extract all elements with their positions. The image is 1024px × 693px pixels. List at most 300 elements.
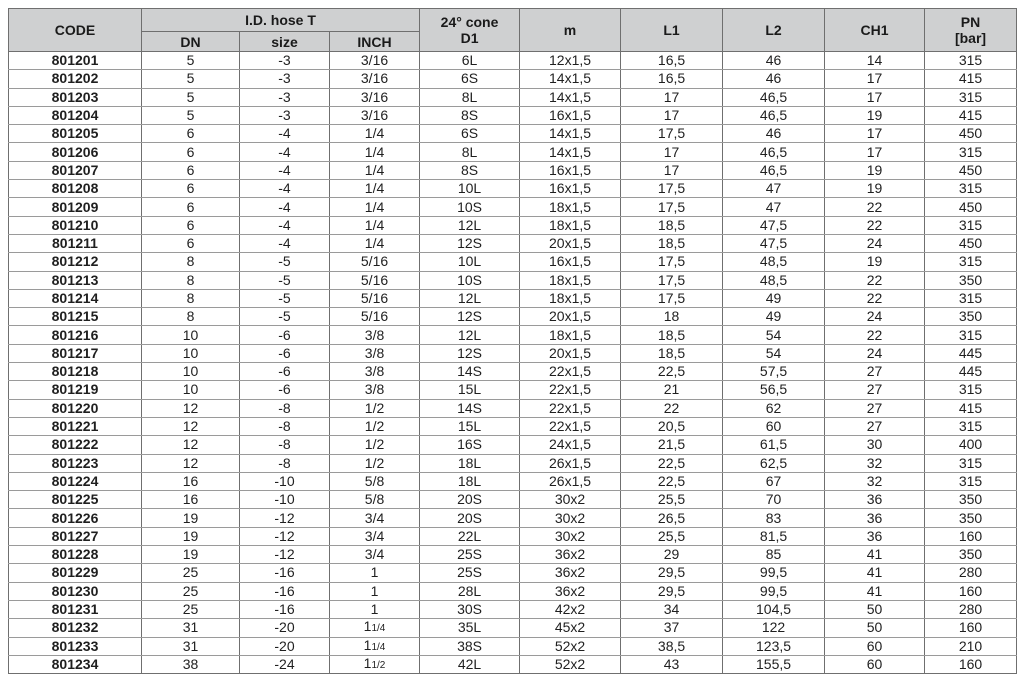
cell-d1: 10S	[420, 271, 520, 289]
cell-inch: 1/4	[330, 234, 420, 252]
cell-dn: 10	[142, 326, 240, 344]
cell-dn: 10	[142, 344, 240, 362]
cell-dn: 6	[142, 180, 240, 198]
cell-size: -8	[240, 454, 330, 472]
cell-inch: 1	[330, 564, 420, 582]
cell-m: 26x1,5	[520, 454, 621, 472]
cell-pn: 315	[925, 253, 1017, 271]
cell-code: 801213	[9, 271, 142, 289]
cell-inch: 3/8	[330, 363, 420, 381]
cell-dn: 12	[142, 454, 240, 472]
cell-m: 52x2	[520, 637, 621, 655]
table-row	[9, 326, 1017, 344]
cell-l1: 22,5	[621, 363, 723, 381]
cell-l1: 29,5	[621, 564, 723, 582]
cell-pn: 450	[925, 161, 1017, 179]
cell-m: 18x1,5	[520, 198, 621, 216]
cell-code: 801234	[9, 655, 142, 673]
cell-l2: 46,5	[723, 161, 825, 179]
table-row	[9, 491, 1017, 509]
cell-ch1: 32	[825, 472, 925, 490]
cell-pn: 450	[925, 198, 1017, 216]
cell-l2: 49	[723, 308, 825, 326]
table-row	[9, 637, 1017, 655]
cell-inch: 3/4	[330, 509, 420, 527]
cell-l2: 54	[723, 344, 825, 362]
cell-d1: 12S	[420, 344, 520, 362]
cell-dn: 6	[142, 161, 240, 179]
cell-ch1: 17	[825, 70, 925, 88]
cell-pn: 315	[925, 381, 1017, 399]
cell-dn: 16	[142, 491, 240, 509]
table-row	[9, 454, 1017, 472]
cell-m: 20x1,5	[520, 344, 621, 362]
cell-m: 12x1,5	[520, 52, 621, 70]
cell-size: -24	[240, 655, 330, 673]
cell-m: 14x1,5	[520, 70, 621, 88]
table-header	[9, 9, 1017, 52]
cell-l2: 54	[723, 326, 825, 344]
cell-d1: 18L	[420, 454, 520, 472]
cell-ch1: 30	[825, 436, 925, 454]
table-row	[9, 363, 1017, 381]
cell-d1: 10S	[420, 198, 520, 216]
cell-l2: 47	[723, 198, 825, 216]
cell-d1: 22L	[420, 527, 520, 545]
cell-size: -20	[240, 637, 330, 655]
cell-m: 16x1,5	[520, 180, 621, 198]
cell-dn: 6	[142, 216, 240, 234]
cell-code: 801216	[9, 326, 142, 344]
cell-inch: 1	[330, 600, 420, 618]
cell-ch1: 27	[825, 399, 925, 417]
cell-ch1: 36	[825, 509, 925, 527]
cell-size: -20	[240, 619, 330, 637]
cell-ch1: 60	[825, 637, 925, 655]
cell-inch	[330, 655, 420, 673]
cell-inch: 1/4	[330, 216, 420, 234]
cell-pn: 160	[925, 527, 1017, 545]
cell-ch1: 27	[825, 381, 925, 399]
cell-inch: 3/16	[330, 70, 420, 88]
inch-whole: 1	[363, 654, 372, 671]
cell-ch1: 17	[825, 125, 925, 143]
cell-l2: 46,5	[723, 106, 825, 124]
cell-m: 22x1,5	[520, 417, 621, 435]
cell-d1: 38S	[420, 637, 520, 655]
cell-l1: 34	[621, 600, 723, 618]
header-pn-line1: PN	[960, 14, 981, 30]
inch-fraction: 1/2	[371, 659, 386, 671]
cell-l1: 26,5	[621, 509, 723, 527]
cell-l2: 56,5	[723, 381, 825, 399]
cell-dn: 8	[142, 271, 240, 289]
cell-size: -3	[240, 52, 330, 70]
header-l1: L1	[621, 9, 723, 52]
cell-dn: 31	[142, 637, 240, 655]
cell-d1: 12S	[420, 234, 520, 252]
cell-inch	[330, 637, 420, 655]
cell-d1: 25S	[420, 546, 520, 564]
cell-ch1: 50	[825, 600, 925, 618]
cell-l1: 17,5	[621, 271, 723, 289]
cell-size: -6	[240, 326, 330, 344]
cell-m: 22x1,5	[520, 399, 621, 417]
header-dn: DN	[142, 32, 240, 52]
cell-code: 801207	[9, 161, 142, 179]
cell-inch: 5/16	[330, 253, 420, 271]
cell-inch: 1/2	[330, 454, 420, 472]
cell-pn: 280	[925, 600, 1017, 618]
cell-pn: 415	[925, 70, 1017, 88]
cell-d1: 8L	[420, 143, 520, 161]
cell-code: 801210	[9, 216, 142, 234]
cell-inch: 1/4	[330, 198, 420, 216]
cell-m: 36x2	[520, 564, 621, 582]
cell-inch: 1/2	[330, 417, 420, 435]
cell-inch: 1/4	[330, 161, 420, 179]
table-row	[9, 271, 1017, 289]
cell-l2: 85	[723, 546, 825, 564]
cell-code: 801205	[9, 125, 142, 143]
cell-l1: 17	[621, 161, 723, 179]
cell-l1: 22	[621, 399, 723, 417]
cell-pn: 210	[925, 637, 1017, 655]
cell-d1: 35L	[420, 619, 520, 637]
cell-inch: 1/2	[330, 436, 420, 454]
cell-dn: 19	[142, 509, 240, 527]
cell-d1: 12L	[420, 326, 520, 344]
cell-pn: 350	[925, 509, 1017, 527]
cell-pn: 450	[925, 234, 1017, 252]
table-row	[9, 381, 1017, 399]
cell-pn: 315	[925, 326, 1017, 344]
cell-l1: 17,5	[621, 289, 723, 307]
cell-ch1: 17	[825, 88, 925, 106]
header-l2: L2	[723, 9, 825, 52]
cell-d1: 8L	[420, 88, 520, 106]
header-cone-line2: D1	[460, 30, 479, 46]
cell-dn: 6	[142, 143, 240, 161]
cell-m: 36x2	[520, 582, 621, 600]
cell-l1: 25,5	[621, 491, 723, 509]
table-row	[9, 216, 1017, 234]
cell-dn: 5	[142, 52, 240, 70]
cell-code: 801224	[9, 472, 142, 490]
cell-ch1: 27	[825, 363, 925, 381]
cell-code: 801233	[9, 637, 142, 655]
cell-code: 801217	[9, 344, 142, 362]
cell-ch1: 50	[825, 619, 925, 637]
table-row	[9, 436, 1017, 454]
table-row	[9, 161, 1017, 179]
cell-m: 52x2	[520, 655, 621, 673]
cell-pn: 400	[925, 436, 1017, 454]
spec-table-container	[8, 8, 1016, 674]
cell-code: 801220	[9, 399, 142, 417]
cell-dn: 6	[142, 234, 240, 252]
cell-d1: 8S	[420, 106, 520, 124]
cell-inch: 3/8	[330, 344, 420, 362]
cell-l2: 60	[723, 417, 825, 435]
cell-d1: 15L	[420, 381, 520, 399]
cell-m: 14x1,5	[520, 88, 621, 106]
cell-pn: 415	[925, 106, 1017, 124]
cell-d1: 12S	[420, 308, 520, 326]
header-cone-line1: 24° cone	[440, 14, 499, 30]
cell-l2: 57,5	[723, 363, 825, 381]
cell-code: 801228	[9, 546, 142, 564]
cell-l1: 21	[621, 381, 723, 399]
cell-size: -12	[240, 527, 330, 545]
cell-l1: 17	[621, 106, 723, 124]
cell-size: -16	[240, 600, 330, 618]
cell-m: 42x2	[520, 600, 621, 618]
header-id-hose: I.D. hose T	[142, 9, 420, 32]
cell-size: -10	[240, 472, 330, 490]
cell-size: -5	[240, 308, 330, 326]
cell-pn: 315	[925, 180, 1017, 198]
cell-dn: 12	[142, 417, 240, 435]
cell-m: 22x1,5	[520, 363, 621, 381]
cell-d1: 15L	[420, 417, 520, 435]
cell-size: -3	[240, 106, 330, 124]
cell-m: 14x1,5	[520, 125, 621, 143]
cell-code: 801223	[9, 454, 142, 472]
cell-code: 801211	[9, 234, 142, 252]
cell-l2: 155,5	[723, 655, 825, 673]
cell-l1: 29,5	[621, 582, 723, 600]
cell-dn: 5	[142, 70, 240, 88]
cell-code: 801202	[9, 70, 142, 88]
table-row	[9, 417, 1017, 435]
cell-l2: 47,5	[723, 234, 825, 252]
cell-l1: 17,5	[621, 125, 723, 143]
cell-code: 801219	[9, 381, 142, 399]
table-row	[9, 143, 1017, 161]
cell-dn: 5	[142, 88, 240, 106]
cell-size: -12	[240, 509, 330, 527]
cell-inch: 1/2	[330, 399, 420, 417]
cell-m: 20x1,5	[520, 308, 621, 326]
cell-m: 18x1,5	[520, 326, 621, 344]
cell-m: 18x1,5	[520, 216, 621, 234]
cell-l1: 20,5	[621, 417, 723, 435]
cell-dn: 6	[142, 198, 240, 216]
cell-m: 30x2	[520, 491, 621, 509]
cell-l1: 17	[621, 88, 723, 106]
cell-ch1: 24	[825, 344, 925, 362]
cell-inch: 3/8	[330, 381, 420, 399]
cell-pn: 315	[925, 289, 1017, 307]
cell-code: 801229	[9, 564, 142, 582]
cell-l2: 61,5	[723, 436, 825, 454]
cell-l2: 81,5	[723, 527, 825, 545]
inch-whole: 1	[363, 636, 372, 653]
cell-l1: 17,5	[621, 198, 723, 216]
table-row	[9, 600, 1017, 618]
table-row	[9, 399, 1017, 417]
cell-inch: 5/8	[330, 491, 420, 509]
cell-size: -4	[240, 198, 330, 216]
cell-size: -8	[240, 417, 330, 435]
cell-dn: 6	[142, 125, 240, 143]
cell-m: 30x2	[520, 509, 621, 527]
cell-l2: 48,5	[723, 253, 825, 271]
cell-inch: 1/4	[330, 143, 420, 161]
header-cone	[420, 9, 520, 52]
header-ch1: CH1	[825, 9, 925, 52]
cell-d1: 28L	[420, 582, 520, 600]
cell-dn: 8	[142, 308, 240, 326]
cell-ch1: 19	[825, 161, 925, 179]
cell-d1: 6S	[420, 125, 520, 143]
cell-d1: 6L	[420, 52, 520, 70]
cell-pn: 445	[925, 363, 1017, 381]
table-row	[9, 125, 1017, 143]
cell-ch1: 22	[825, 326, 925, 344]
cell-l2: 62,5	[723, 454, 825, 472]
cell-l1: 17,5	[621, 180, 723, 198]
cell-l2: 48,5	[723, 271, 825, 289]
cell-l2: 47	[723, 180, 825, 198]
cell-inch: 5/16	[330, 271, 420, 289]
cell-pn: 350	[925, 491, 1017, 509]
cell-dn: 38	[142, 655, 240, 673]
cell-dn: 25	[142, 564, 240, 582]
cell-l2: 70	[723, 491, 825, 509]
cell-code: 801218	[9, 363, 142, 381]
cell-l2: 46,5	[723, 88, 825, 106]
header-pn-line2: [bar]	[954, 30, 987, 46]
cell-size: -4	[240, 143, 330, 161]
cell-code: 801226	[9, 509, 142, 527]
cell-l1: 17	[621, 143, 723, 161]
cell-code: 801201	[9, 52, 142, 70]
table-row	[9, 582, 1017, 600]
cell-ch1: 22	[825, 198, 925, 216]
cell-size: -8	[240, 399, 330, 417]
cell-inch: 3/4	[330, 527, 420, 545]
cell-m: 18x1,5	[520, 289, 621, 307]
cell-pn: 315	[925, 454, 1017, 472]
header-inch: INCH	[330, 32, 420, 52]
cell-d1: 18L	[420, 472, 520, 490]
cell-m: 14x1,5	[520, 143, 621, 161]
cell-dn: 19	[142, 527, 240, 545]
cell-l2: 46	[723, 52, 825, 70]
cell-l1: 22,5	[621, 454, 723, 472]
cell-code: 801231	[9, 600, 142, 618]
cell-l2: 49	[723, 289, 825, 307]
cell-d1: 14S	[420, 363, 520, 381]
cell-pn: 160	[925, 582, 1017, 600]
cell-pn: 450	[925, 125, 1017, 143]
cell-l1: 18,5	[621, 344, 723, 362]
cell-dn: 25	[142, 582, 240, 600]
cell-l1: 37	[621, 619, 723, 637]
cell-dn: 8	[142, 253, 240, 271]
cell-d1: 14S	[420, 399, 520, 417]
cell-pn: 350	[925, 271, 1017, 289]
cell-size: -3	[240, 88, 330, 106]
cell-size: -4	[240, 234, 330, 252]
cell-inch: 5/8	[330, 472, 420, 490]
cell-d1: 10L	[420, 180, 520, 198]
cell-size: -10	[240, 491, 330, 509]
header-code: CODE	[9, 9, 142, 52]
table-row	[9, 509, 1017, 527]
cell-d1: 12L	[420, 216, 520, 234]
cell-code: 801214	[9, 289, 142, 307]
cell-ch1: 41	[825, 582, 925, 600]
cell-ch1: 22	[825, 216, 925, 234]
table-row	[9, 253, 1017, 271]
cell-l2: 47,5	[723, 216, 825, 234]
cell-l1: 16,5	[621, 52, 723, 70]
cell-d1: 12L	[420, 289, 520, 307]
cell-inch: 5/16	[330, 308, 420, 326]
cell-l2: 46	[723, 125, 825, 143]
cell-l2: 46	[723, 70, 825, 88]
cell-inch: 3/8	[330, 326, 420, 344]
cell-size: -16	[240, 582, 330, 600]
cell-size: -4	[240, 161, 330, 179]
cell-l1: 21,5	[621, 436, 723, 454]
cell-l1: 18,5	[621, 216, 723, 234]
cell-size: -12	[240, 546, 330, 564]
table-body	[9, 52, 1017, 674]
cell-d1: 6S	[420, 70, 520, 88]
cell-size: -6	[240, 381, 330, 399]
cell-code: 801225	[9, 491, 142, 509]
cell-ch1: 24	[825, 308, 925, 326]
cell-dn: 5	[142, 106, 240, 124]
cell-size: -16	[240, 564, 330, 582]
cell-code: 801212	[9, 253, 142, 271]
cell-l2: 99,5	[723, 582, 825, 600]
cell-m: 16x1,5	[520, 106, 621, 124]
table-row	[9, 472, 1017, 490]
cell-l1: 16,5	[621, 70, 723, 88]
cell-d1: 20S	[420, 509, 520, 527]
cell-inch: 1/4	[330, 125, 420, 143]
cell-ch1: 22	[825, 271, 925, 289]
cell-m: 30x2	[520, 527, 621, 545]
cell-l1: 38,5	[621, 637, 723, 655]
cell-l1: 17,5	[621, 253, 723, 271]
cell-dn: 19	[142, 546, 240, 564]
cell-size: -6	[240, 363, 330, 381]
inch-whole: 1	[363, 618, 372, 635]
cell-code: 801221	[9, 417, 142, 435]
cell-ch1: 41	[825, 564, 925, 582]
cell-m: 24x1,5	[520, 436, 621, 454]
table-row	[9, 619, 1017, 637]
cell-size: -4	[240, 125, 330, 143]
cell-ch1: 41	[825, 546, 925, 564]
cell-l2: 46,5	[723, 143, 825, 161]
cell-ch1: 36	[825, 491, 925, 509]
cell-size: -8	[240, 436, 330, 454]
cell-pn: 160	[925, 655, 1017, 673]
table-row	[9, 88, 1017, 106]
cell-size: -5	[240, 289, 330, 307]
cell-ch1: 17	[825, 143, 925, 161]
cell-inch: 5/16	[330, 289, 420, 307]
cell-size: -6	[240, 344, 330, 362]
header-m: m	[520, 9, 621, 52]
